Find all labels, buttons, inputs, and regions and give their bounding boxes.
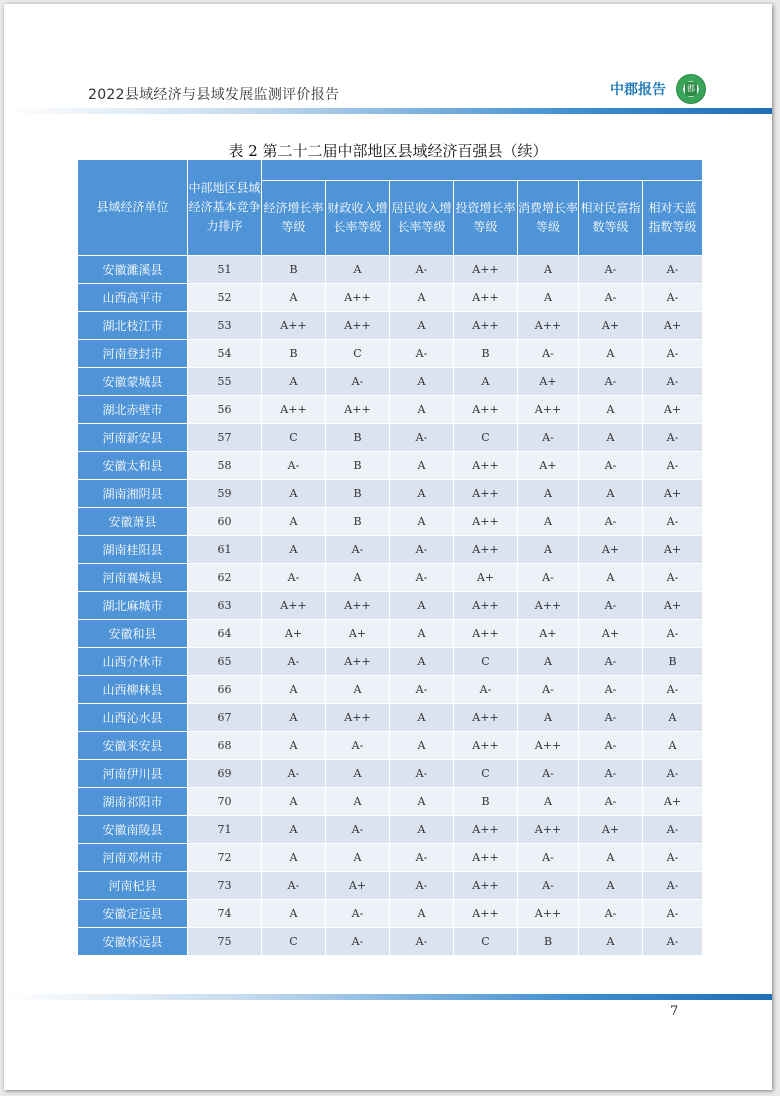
table-row [78,284,703,312]
grade-cell: A- [643,872,703,900]
grade-cell: A- [390,564,454,592]
rank-cell: 52 [188,284,262,312]
grade-cell: A [390,788,454,816]
grade-cell: A [454,368,518,396]
table-row [78,928,703,956]
grade-cell: A [518,480,579,508]
grade-cell: A- [326,536,390,564]
grade-cell: A- [579,760,643,788]
grade-cell: A++ [454,592,518,620]
county-name-cell: 河南登封市 [78,340,188,368]
grade-cell: A [390,704,454,732]
table-row [78,900,703,928]
grade-cell: A- [643,900,703,928]
grade-cell: A+ [643,788,703,816]
grade-cell: A- [579,284,643,312]
table-caption: 表 2 第二十二届中部地区县域经济百强县（续） [228,142,548,160]
grade-cell: A [262,676,326,704]
grade-cell: A+ [643,480,703,508]
table-row [78,732,703,760]
rank-cell: 57 [188,424,262,452]
grade-cell: A [262,844,326,872]
table-row [78,760,703,788]
grade-cell: A [326,564,390,592]
column-header-consumption-growth: 消费增长率等级 [518,181,579,256]
column-header-rank: 中部地区县域经济基本竞争力排序 [188,160,262,256]
table-row [78,424,703,452]
grade-cell: A [262,368,326,396]
grade-cell: A+ [518,368,579,396]
table-row [78,312,703,340]
grade-cell: A++ [454,452,518,480]
grade-cell: C [326,340,390,368]
grade-cell: A- [390,844,454,872]
grade-cell: A++ [518,312,579,340]
grade-cell: A- [643,844,703,872]
table-row [78,480,703,508]
rank-cell: 69 [188,760,262,788]
grade-cell: A [390,368,454,396]
grade-cell: A [326,676,390,704]
grade-cell: C [262,424,326,452]
grade-cell: A++ [518,900,579,928]
grade-cell: A++ [454,396,518,424]
grade-cell: B [326,424,390,452]
header-spacer [262,160,703,181]
grade-cell: A- [390,676,454,704]
brand-name: 中郡报告 [610,82,666,98]
grade-cell: A- [518,564,579,592]
grade-cell: A- [518,676,579,704]
table-row [78,816,703,844]
grade-cell: A [518,704,579,732]
grade-cell: A [326,788,390,816]
grade-cell: A [390,900,454,928]
grade-cell: A++ [454,256,518,284]
column-header-wealth-index: 相对民富指数等级 [579,181,643,256]
grade-cell: A- [643,564,703,592]
grade-cell: A [326,844,390,872]
grade-cell: A- [518,872,579,900]
grade-cell: A- [262,648,326,676]
column-header-income-growth: 居民收入增长率等级 [390,181,454,256]
grade-cell: A- [262,564,326,592]
county-name-cell: 安徽萧县 [78,508,188,536]
county-name-cell: 安徽太和县 [78,452,188,480]
grade-cell: A- [579,900,643,928]
grade-cell: A++ [326,704,390,732]
grade-cell: A [579,928,643,956]
grade-cell: A [262,284,326,312]
grade-cell: A [390,620,454,648]
grade-cell: A- [390,536,454,564]
rank-cell: 75 [188,928,262,956]
rank-cell: 63 [188,592,262,620]
grade-cell: A- [262,872,326,900]
county-name-cell: 安徽蒙城县 [78,368,188,396]
county-name-cell: 湖北麻城市 [78,592,188,620]
grade-cell: A- [390,928,454,956]
county-name-cell: 湖南桂阳县 [78,536,188,564]
county-name-cell: 安徽定远县 [78,900,188,928]
county-name-cell: 安徽来安县 [78,732,188,760]
grade-cell: A++ [518,396,579,424]
county-name-cell: 安徽怀远县 [78,928,188,956]
grade-cell: A- [326,368,390,396]
grade-cell: A [518,536,579,564]
grade-cell: A++ [262,592,326,620]
report-page [4,4,772,1090]
grade-cell: A- [643,676,703,704]
table-row [78,676,703,704]
grade-cell: A++ [262,396,326,424]
table-row [78,592,703,620]
grade-cell: A- [262,760,326,788]
grade-cell: A+ [579,620,643,648]
grade-cell: A [518,788,579,816]
grade-cell: A+ [579,816,643,844]
grade-cell: A [643,732,703,760]
grade-cell: A [390,480,454,508]
grade-cell: A- [326,928,390,956]
grade-cell: B [326,480,390,508]
grade-cell: A++ [454,900,518,928]
grade-cell: A [390,816,454,844]
table-row [78,452,703,480]
grade-cell: A [262,704,326,732]
table-row [78,872,703,900]
table-row [78,536,703,564]
rank-cell: 71 [188,816,262,844]
grade-cell: B [643,648,703,676]
grade-cell: C [262,928,326,956]
grade-cell: A++ [454,620,518,648]
county-name-cell: 河南邓州市 [78,844,188,872]
column-header-bluesky-index: 相对天蓝指数等级 [643,181,703,256]
grade-cell: A- [579,648,643,676]
rank-cell: 61 [188,536,262,564]
grade-cell: A- [643,508,703,536]
grade-cell: A- [643,424,703,452]
county-name-cell: 湖南祁阳市 [78,788,188,816]
grade-cell: A [579,480,643,508]
rank-cell: 65 [188,648,262,676]
grade-cell: A++ [326,592,390,620]
rank-cell: 62 [188,564,262,592]
table-row [78,788,703,816]
grade-cell: A- [326,732,390,760]
grade-cell: A- [390,760,454,788]
county-name-cell: 湖南湘阴县 [78,480,188,508]
grade-cell: A [390,592,454,620]
grade-cell: A- [643,928,703,956]
rank-cell: 67 [188,704,262,732]
grade-cell: A+ [579,312,643,340]
county-name-cell: 安徽濉溪县 [78,256,188,284]
grade-cell: A++ [326,284,390,312]
table-body [78,256,703,956]
rank-cell: 56 [188,396,262,424]
brand-logo-glyph: 郡 [685,82,697,96]
grade-cell: A+ [643,312,703,340]
grade-cell: A- [579,592,643,620]
grade-cell: A [326,760,390,788]
grade-cell: A [262,788,326,816]
grade-cell: A- [643,256,703,284]
report-header-title: 2022县域经济与县域发展监测评价报告 [88,87,340,103]
rank-cell: 68 [188,732,262,760]
grade-cell: A++ [518,732,579,760]
county-name-cell: 山西沁水县 [78,704,188,732]
grade-cell: A [579,844,643,872]
grade-cell: A [579,340,643,368]
county-ranking-table [77,159,703,956]
grade-cell: A- [518,844,579,872]
grade-cell: A- [579,508,643,536]
table-row [78,564,703,592]
grade-cell: B [262,340,326,368]
grade-cell: A [518,508,579,536]
grade-cell: A+ [326,872,390,900]
grade-cell: A- [518,340,579,368]
grade-cell: A++ [454,844,518,872]
grade-cell: B [454,788,518,816]
grade-cell: A [262,816,326,844]
rank-cell: 53 [188,312,262,340]
table-row [78,368,703,396]
grade-cell: A- [390,340,454,368]
grade-cell: A+ [579,536,643,564]
grade-cell: A+ [643,396,703,424]
grade-cell: A- [454,676,518,704]
grade-cell: A- [579,788,643,816]
grade-cell: A- [643,284,703,312]
grade-cell: A- [579,676,643,704]
table-row [78,844,703,872]
column-header-fiscal-growth: 财政收入增长率等级 [326,181,390,256]
grade-cell: A [579,564,643,592]
grade-cell: A [390,732,454,760]
footer-divider-band [4,994,772,1000]
county-name-cell: 山西高平市 [78,284,188,312]
rank-cell: 72 [188,844,262,872]
grade-cell: A [326,256,390,284]
grade-cell: B [262,256,326,284]
grade-cell: A++ [518,592,579,620]
grade-cell: A [390,312,454,340]
grade-cell: A++ [454,816,518,844]
grade-cell: A- [326,816,390,844]
table-row [78,340,703,368]
grade-cell: A- [390,256,454,284]
rank-cell: 51 [188,256,262,284]
grade-cell: A++ [454,284,518,312]
grade-cell: B [326,452,390,480]
grade-cell: A++ [454,536,518,564]
table-row [78,256,703,284]
grade-cell: C [454,928,518,956]
grade-cell: A+ [643,592,703,620]
rank-cell: 55 [188,368,262,396]
grade-cell: A- [518,424,579,452]
grade-cell: A- [579,732,643,760]
grade-cell: A- [326,900,390,928]
grade-cell: A [579,872,643,900]
grade-cell: B [454,340,518,368]
rank-cell: 58 [188,452,262,480]
grade-cell: A++ [454,508,518,536]
grade-cell: A [390,508,454,536]
county-name-cell: 安徽和县 [78,620,188,648]
rank-cell: 74 [188,900,262,928]
grade-cell: A- [643,340,703,368]
grade-cell: A- [579,256,643,284]
rank-cell: 64 [188,620,262,648]
grade-cell: A++ [518,816,579,844]
grade-cell: A- [390,424,454,452]
grade-cell: C [454,760,518,788]
rank-cell: 60 [188,508,262,536]
grade-cell: A+ [518,452,579,480]
grade-cell: A- [579,368,643,396]
grade-cell: A [518,284,579,312]
grade-cell: A- [643,620,703,648]
grade-cell: A [262,732,326,760]
grade-cell: C [454,648,518,676]
county-name-cell: 安徽南陵县 [78,816,188,844]
table-row [78,620,703,648]
county-name-cell: 湖北赤壁市 [78,396,188,424]
grade-cell: A++ [454,872,518,900]
grade-cell: A [262,536,326,564]
grade-cell: A- [579,704,643,732]
grade-cell: A- [643,452,703,480]
grade-cell: A- [643,368,703,396]
rank-cell: 73 [188,872,262,900]
table-row [78,396,703,424]
grade-cell: A- [643,816,703,844]
rank-cell: 70 [188,788,262,816]
grade-cell: A++ [326,312,390,340]
table-row [78,648,703,676]
grade-cell: A [262,480,326,508]
grade-cell: A+ [643,536,703,564]
grade-cell: A- [262,452,326,480]
grade-cell: A [579,424,643,452]
grade-cell: A [579,396,643,424]
grade-cell: A+ [518,620,579,648]
grade-cell: A [643,704,703,732]
brand-logo-icon [676,74,706,104]
grade-cell: A++ [454,312,518,340]
grade-cell: A [262,508,326,536]
grade-cell: A [390,396,454,424]
grade-cell: B [326,508,390,536]
grade-cell: A++ [326,396,390,424]
grade-cell: A++ [454,480,518,508]
grade-cell: A- [579,452,643,480]
grade-cell: A [390,648,454,676]
grade-cell: A [518,256,579,284]
grade-cell: B [518,928,579,956]
column-header-unit: 县域经济单位 [78,160,188,256]
rank-cell: 54 [188,340,262,368]
grade-cell: A [262,900,326,928]
grade-cell: A- [643,760,703,788]
table-row [78,508,703,536]
county-name-cell: 河南襄城县 [78,564,188,592]
grade-cell: A [518,648,579,676]
grade-cell: A [390,452,454,480]
county-name-cell: 河南杞县 [78,872,188,900]
column-header-investment-growth: 投资增长率等级 [454,181,518,256]
column-header-economic-growth: 经济增长率等级 [262,181,326,256]
grade-cell: A+ [326,620,390,648]
grade-cell: A+ [262,620,326,648]
grade-cell: A++ [454,704,518,732]
grade-cell: C [454,424,518,452]
grade-cell: A++ [454,732,518,760]
header-divider-band [4,108,772,114]
grade-cell: A++ [326,648,390,676]
grade-cell: A- [518,760,579,788]
rank-cell: 59 [188,480,262,508]
grade-cell: A- [390,872,454,900]
grade-cell: A [390,284,454,312]
county-name-cell: 河南新安县 [78,424,188,452]
grade-cell: A++ [262,312,326,340]
county-name-cell: 河南伊川县 [78,760,188,788]
county-name-cell: 山西柳林县 [78,676,188,704]
county-name-cell: 湖北枝江市 [78,312,188,340]
table-row [78,704,703,732]
county-name-cell: 山西介休市 [78,648,188,676]
grade-cell: A+ [454,564,518,592]
rank-cell: 66 [188,676,262,704]
page-number: 7 [670,1004,679,1019]
